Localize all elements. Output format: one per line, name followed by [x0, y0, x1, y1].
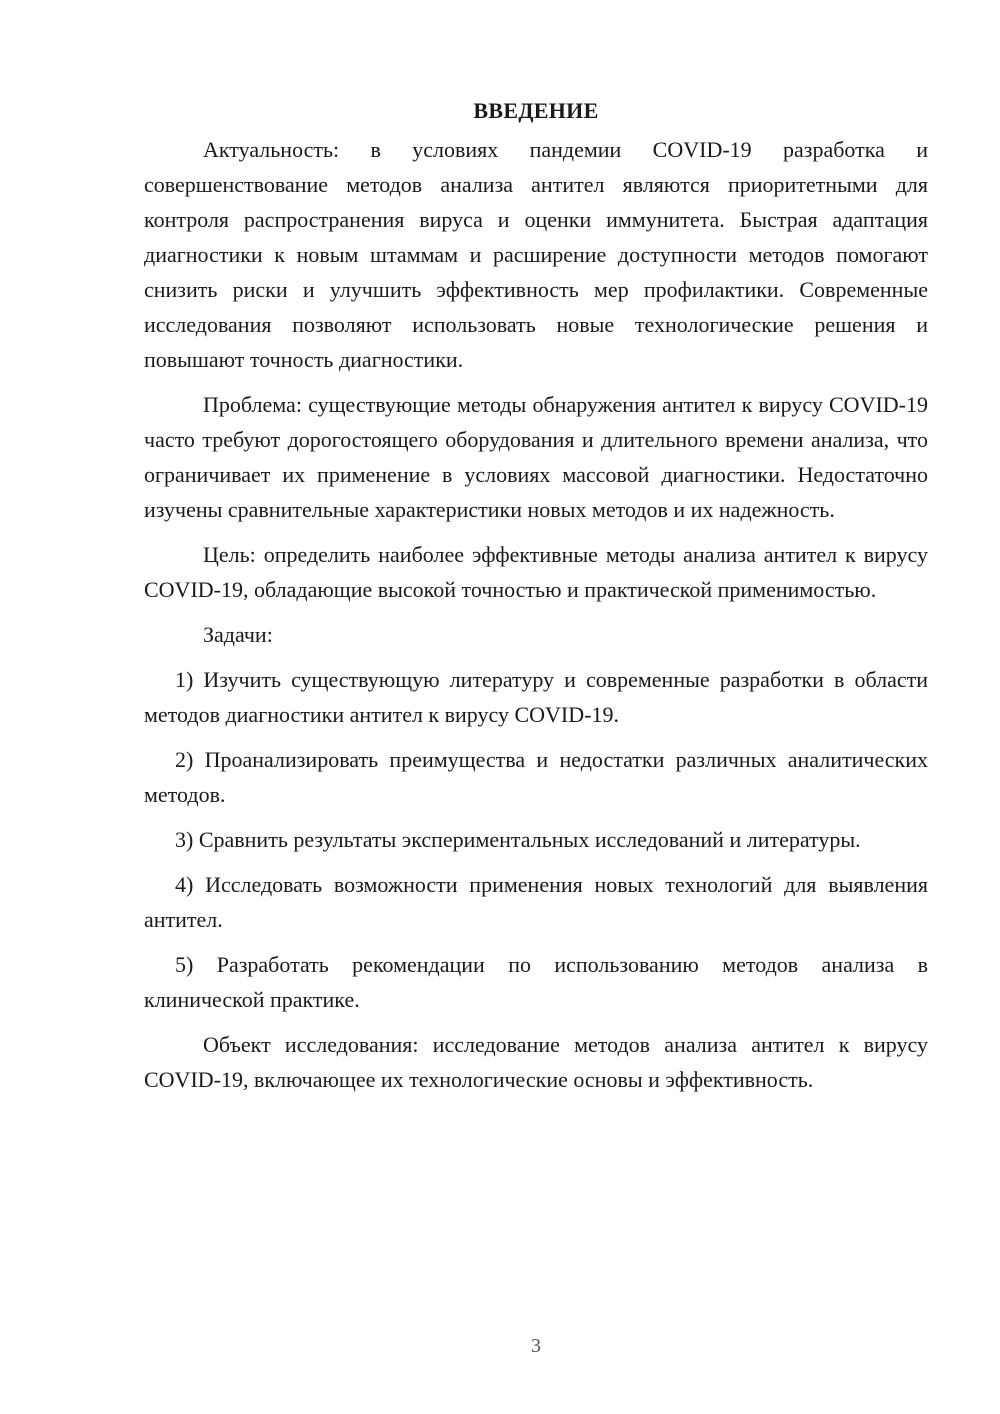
goal-paragraph: Цель: определить наиболее эффективные методы анализа антител к вирусу COVID-19, обладающие высокой точностью и практической применимостью.	[144, 542, 928, 602]
page-content	[144, 96, 928, 1107]
relevance-paragraph: Актуальность: в условиях пандемии COVID-19 разработка и совершенствование методов анализа антител являются приоритетными для контроля распространения вируса и оценки иммунитета. Быстрая адаптация диагностики к новым штаммам и расширение доступности методов помогают снизить риски и улучшить эффективность мер профилактики. Современные исследования позволяют использовать новые технологические решения и повышают точность диагностики.	[144, 137, 928, 372]
tasks-label: Задачи:	[203, 622, 273, 647]
task-item-2: 2) Проанализировать преимущества и недостатки различных аналитических методов.	[144, 747, 928, 807]
object-paragraph: Объект исследования: исследование методов анализа антител к вирусу COVID-19, включающее их технологические основы и эффективность.	[144, 1032, 928, 1092]
task-item-3: 3) Сравнить результаты экспериментальных исследований и литературы.	[175, 827, 861, 852]
task-item-1: 1) Изучить существующую литературу и современные разработки в области методов диагностики антител к вирусу COVID-19.	[144, 667, 928, 727]
task-item-5: 5) Разработать рекомендации по использованию методов анализа в клинической практике.	[144, 952, 928, 1012]
problem-paragraph: Проблема: существующие методы обнаружения антител к вирусу COVID-19 часто требуют дорогостоящего оборудования и длительного времени анализа, что ограничивает их применение в условиях массовой диагностики. Недостаточно изучены сравнительные характеристики новых методов и их надежность.	[144, 392, 928, 522]
task-item-4: 4) Исследовать возможности применения новых технологий для выявления антител.	[144, 872, 928, 932]
section-heading: ВВЕДЕНИЕ	[473, 98, 599, 123]
page-number: 3	[531, 1335, 541, 1357]
